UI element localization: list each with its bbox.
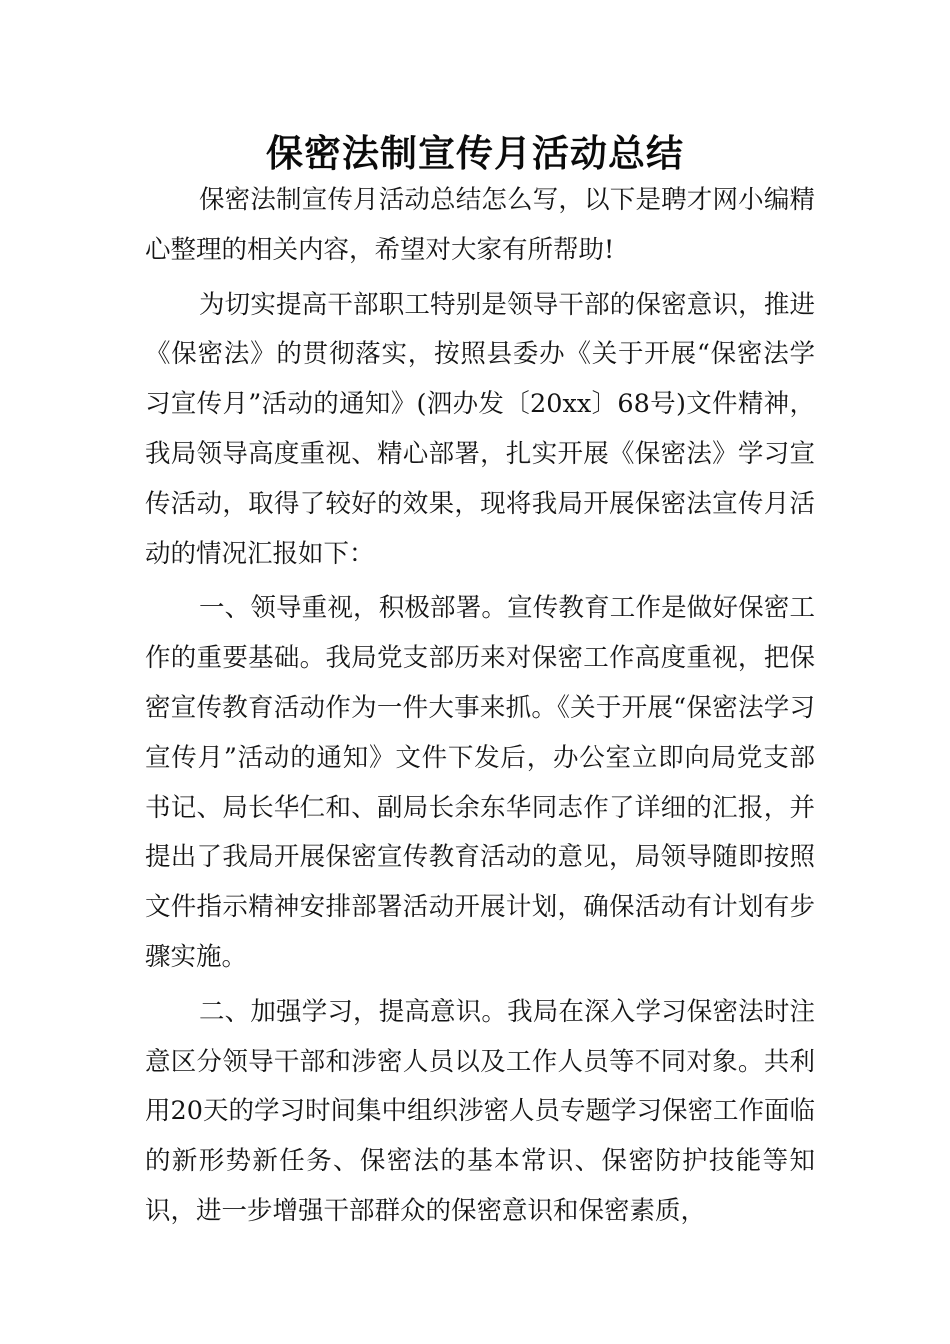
document-title: 保密法制宣传月活动总结 <box>266 131 684 175</box>
document-body <box>145 176 815 1242</box>
paragraph-section-one: 一、领导重视，积极部署。宣传教育工作是做好保密工作的重要基础。我局党支部历来对保密工作高度重视，把保密宣传教育活动作为一件大事来抓。《关于开展“保密法学习宣传月”活动的通知》文件下发后，办公室立即向局党支部书记、局长华仁和、副局长余东华同志作了详细的汇报，并提出了我局开展保密宣传教育活动的意见，局领导随即按照文件指示精神安排部署活动开展计划，确保活动有计划有步骤实施。 <box>145 593 815 972</box>
paragraph-section-two: 二、加强学习，提高意识。我局在深入学习保密法时注意区分领导干部和涉密人员以及工作人员等不同对象。共利用20天的学习时间集中组织涉密人员专题学习保密工作面临的新形势新任务、保密法的基本常识、保密防护技能等知识，进一步增强干部群众的保密意识和保密素质， <box>145 996 815 1226</box>
paragraph-background: 为切实提高干部职工特别是领导干部的保密意识，推进《保密法》的贯彻落实，按照县委办《关于开展“保密法学习宣传月”活动的通知》(泗办发〔20xx〕68号)文件精神，我局领导高度重视、精心部署，扎实开展《保密法》学习宣传活动，取得了较好的效果，现将我局开展保密法宣传月活动的情况汇报如下： <box>145 289 815 569</box>
paragraph-intro: 保密法制宣传月活动总结怎么写，以下是聘才网小编精心整理的相关内容，希望对大家有所帮助! <box>145 185 815 265</box>
